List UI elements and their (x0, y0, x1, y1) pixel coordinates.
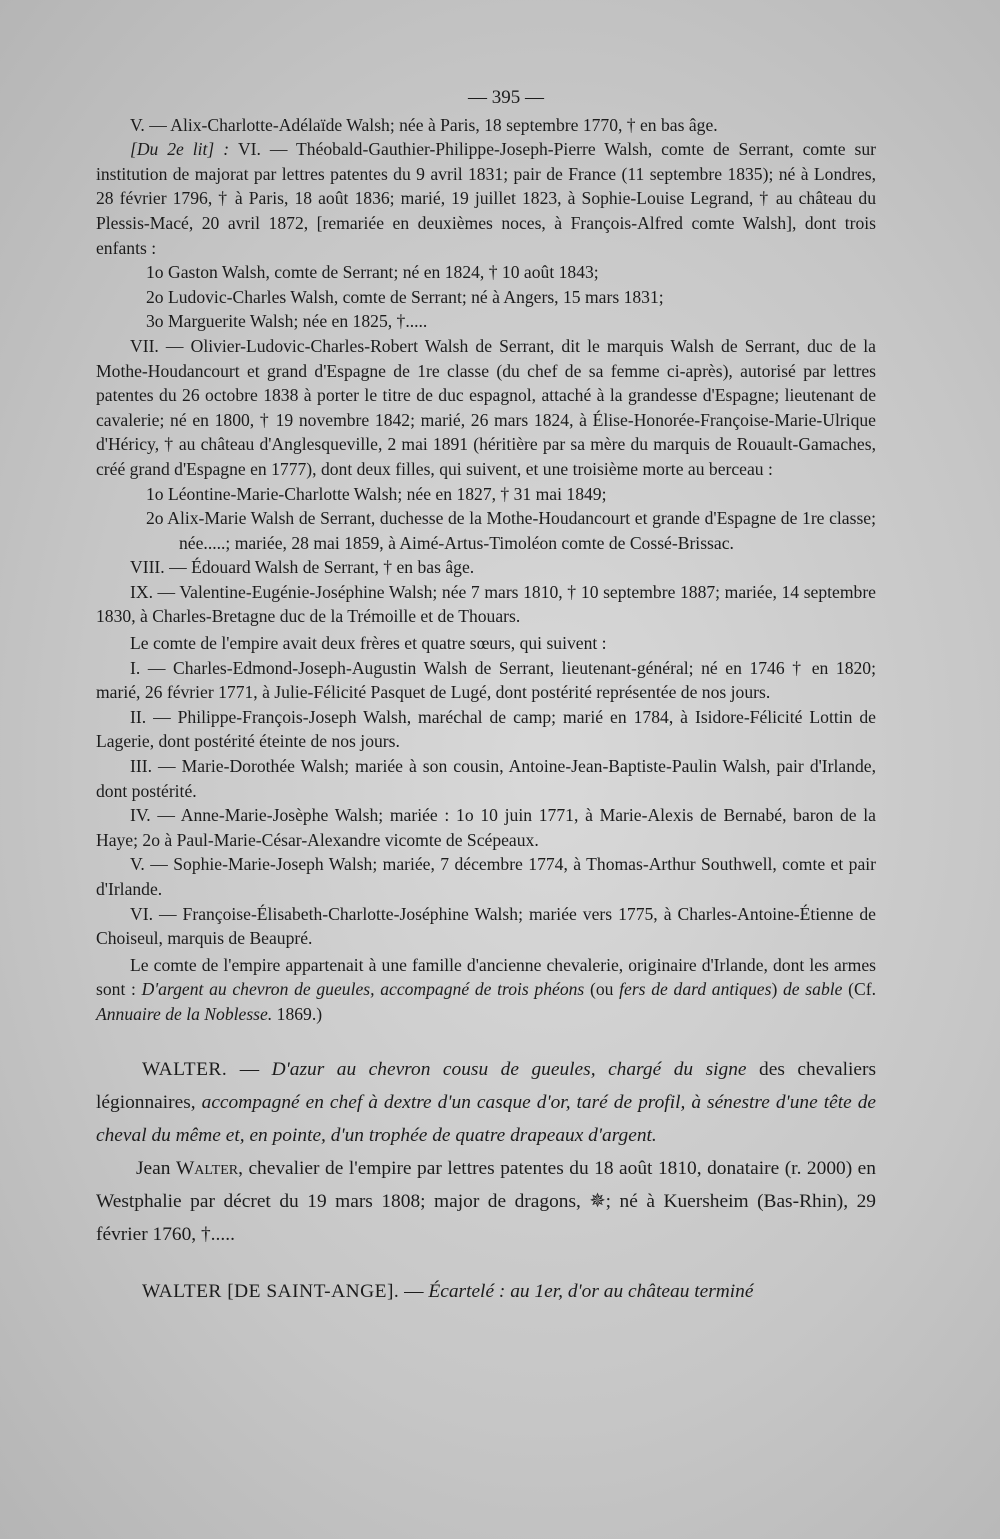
walsh-child-vi (96, 137, 876, 260)
walsh-vii-child-1: 1o Léontine-Marie-Charlotte Walsh; née en 1827, † 31 mai 1849; (146, 483, 607, 504)
walsh-arms-text-b: (ou (584, 979, 620, 1000)
walsh-child-v: V. — Alix-Charlotte-Adélaïde Walsh; née à Paris, 18 septembre 1770, † en bas âge. (130, 114, 718, 135)
walsh-arms-text-e: 1869.) (272, 1003, 323, 1024)
walter-person (96, 1152, 876, 1251)
walsh-arms-blazon-a: D'argent au chevron de gueules, accompagné de trois phéons (141, 979, 585, 1000)
walter-arms-text-a: des chevaliers légionnaires, (96, 1058, 876, 1113)
walsh-vii-child-2: 2o Alix-Marie Walsh de Serrant, duchesse de la Mothe-Houdancourt et grande d'Espagne de 1re classe; née.....; mariée, 28 mai 1859, à Aimé-Artus-Timoléon comte de Cossé-Brissac. (146, 508, 876, 553)
walter-saint-ange-dash: — (399, 1280, 429, 1302)
walsh-vi-child-1: 1o Gaston Walsh, comte de Serrant; né en 1824, † 10 août 1843; (146, 262, 599, 283)
walsh-arms-text-d: (Cf. (842, 979, 877, 1000)
walter-arms (96, 1053, 876, 1152)
walter-person-rest: , chevalier de l'empire par lettres patentes du 18 août 1810, donataire (r. 2000) en Westphalie par décret du 19 mars 1808; major de dragons, ✵; né à Kuersheim (Bas-Rhin), 29 février 1760, †..... (96, 1157, 876, 1245)
walter-entry (96, 1053, 876, 1308)
walsh-child-vi-text: VI. — Théobald-Gauthier-Philippe-Joseph-Pierre Walsh, comte de Serrant, comte sur institution de majorat par lettres patentes du 9 avril 1831; pair de France (11 septembre 1835); né à Londres, 28 février 1796, † à Paris, 18 août 1836; marié, 19 juillet 1823, à Sophie-Louise Legrand, † au château du Plessis-Macé, 20 avril 1872, [remariée en deuxièmes noces, à François-Alfred comte Walsh], dont trois enfants : (96, 139, 876, 258)
marriage-note: [Du 2e lit] : (130, 139, 238, 160)
walsh-child-viii: VIII. — Édouard Walsh de Serrant, † en bas âge. (130, 557, 475, 578)
document-page (96, 86, 876, 1308)
walsh-arms-blazon-c: de sable (783, 979, 843, 1000)
walsh-arms-text-a: Le comte de l'empire appartenait à une famille d'ancienne chevalerie, originaire d'Irlande, dont les armes sont : (96, 954, 876, 1000)
walter-saint-ange-arms (96, 1275, 876, 1308)
walsh-arms-source: Annuaire de la Noblesse. (96, 1003, 273, 1024)
sibling-ii: II. — Philippe-François-Joseph Walsh, maréchal de camp; marié en 1784, à Isidore-Félicité Lottin de Lagerie, dont postérité éteinte de nos jours. (96, 706, 876, 752)
walsh-vi-child-3: 3o Marguerite Walsh; née en 1825, †..... (146, 311, 428, 332)
walsh-vi-child-2: 2o Ludovic-Charles Walsh, comte de Serrant; né à Angers, 15 mars 1831; (146, 286, 664, 307)
walter-arms-blazon-a: D'azur au chevron cousu de gueules, chargé du signe (271, 1058, 747, 1080)
walsh-arms-text-c: ) (771, 979, 783, 1000)
walter-saint-ange-heading: WALTER [DE SAINT-ANGE]. (142, 1280, 400, 1302)
walter-heading: WALTER. (142, 1058, 228, 1080)
walsh-arms-blazon-b: fers de dard antiques (619, 979, 772, 1000)
walter-saint-ange-blazon: Écartelé : au 1er, d'or au château terminé (428, 1280, 754, 1302)
sibling-iv: IV. — Anne-Marie-Josèphe Walsh; mariée : 1o 10 juin 1771, à Marie-Alexis de Bernabé, baron de la Haye; 2o à Paul-Marie-César-Alexandre vicomte de Scépeaux. (96, 805, 876, 850)
walter-person-first: Jean (136, 1157, 176, 1179)
walsh-child-ix: IX. — Valentine-Eugénie-Joséphine Walsh; née 7 mars 1810, † 10 septembre 1887; mariée, 14 septembre 1830, à Charles-Bretagne duc de la Trémoille et de Thouars. (96, 581, 876, 627)
walsh-arms (96, 953, 876, 1027)
walsh-child-vii: VII. — Olivier-Ludovic-Charles-Robert Walsh de Serrant, dit le marquis Walsh de Serrant, duc de la Mothe-Houdancourt et grand d'Espagne de 1re classe (du chef de sa femme ci-après), autorisé par lettres patentes du 26 octobre 1838 à porter le titre de duc espagnol, attaché à la grandesse d'Espagne; lieutenant de cavalerie; né en 1800, † 19 novembre 1842; marié, 26 mars 1824, à Élise-Honorée-Françoise-Marie-Ulrique d'Héricy, † au château d'Anglesqueville, 2 mai 1891 (héritière par sa mère du marquis de Rouault-Gamaches, créé grand d'Espagne en 1777), dont deux filles, qui suivent, et une troisième morte au berceau : (96, 335, 876, 479)
siblings-intro: Le comte de l'empire avait deux frères et quatre sœurs, qui suivent : (130, 633, 607, 654)
sibling-vi: VI. — Françoise-Élisabeth-Charlotte-Joséphine Walsh; mariée vers 1775, à Charles-Antoine-Étienne de Choiseul, marquis de Beaupré. (96, 903, 876, 949)
page-number: — 395 — (468, 87, 544, 108)
sibling-v: V. — Sophie-Marie-Joseph Walsh; mariée, 7 décembre 1774, à Thomas-Arthur Southwell, comte et pair d'Irlande. (96, 854, 876, 899)
sibling-i: I. — Charles-Edmond-Joseph-Augustin Walsh de Serrant, lieutenant-général; né en 1746 † en 1820; marié, 26 février 1771, à Julie-Félicité Pasquet de Lugé, dont postérité représentée de nos jours. (96, 657, 876, 703)
sibling-iii: III. — Marie-Dorothée Walsh; mariée à son cousin, Antoine-Jean-Baptiste-Paulin Walsh, pair d'Irlande, dont postérité. (96, 756, 876, 801)
walter-arms-blazon-b: accompagné en chef à dextre d'un casque d'or, taré de profil, à sénestre d'une tête de cheval du même et, en pointe, d'un trophée de quatre drapeaux d'argent. (96, 1091, 876, 1146)
walter-dash: — (227, 1058, 272, 1080)
walter-person-surname: Walter (175, 1157, 239, 1179)
